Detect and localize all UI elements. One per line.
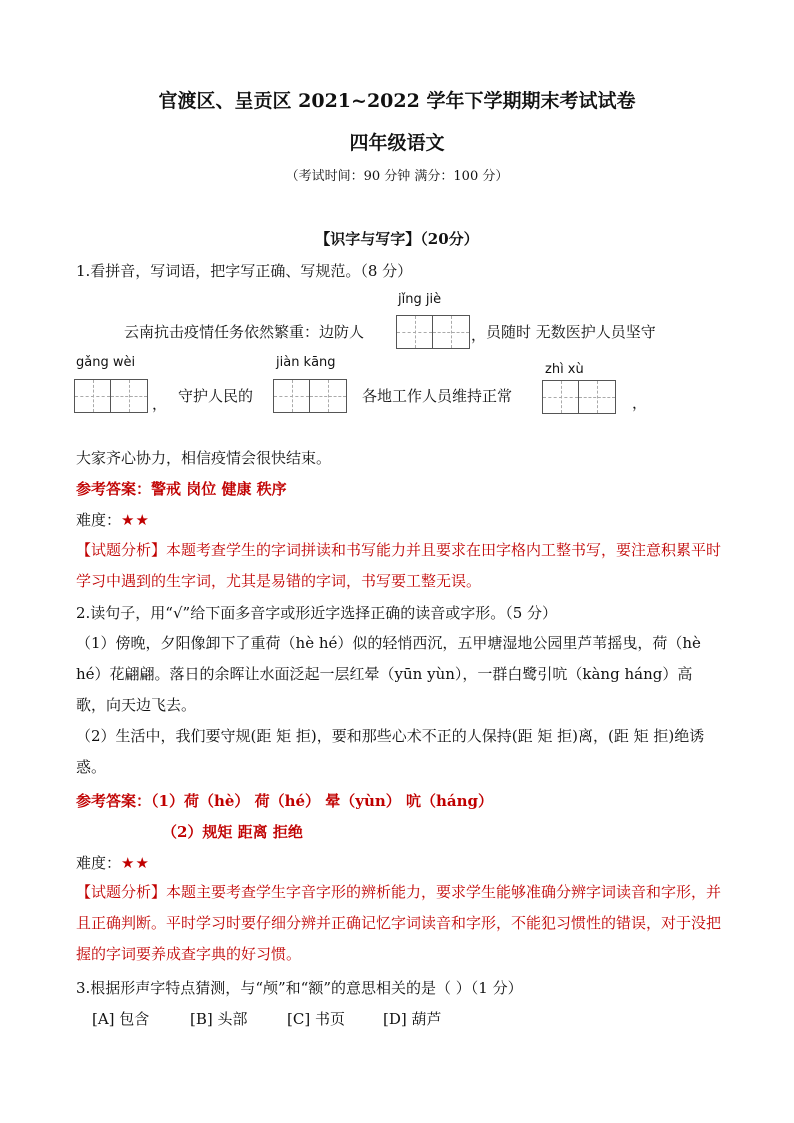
- q3-prompt: 3.根据形声字特点猜测，与“颅”和“额”的意思相关的是（ ）（1 分）: [76, 979, 523, 997]
- tianzige-cell[interactable]: [543, 381, 579, 413]
- q2-sentence-2: （2）生活中，我们要守规(距 矩 拒)，要和那些心术不正的人保持(距 矩 拒)离，(距 矩 拒)绝诱惑。: [76, 727, 705, 776]
- difficulty-stars-icon: ★★: [121, 511, 150, 529]
- q1-writing-box-2[interactable]: [74, 379, 148, 413]
- tianzige-cell[interactable]: [274, 380, 310, 412]
- q1-line3-text: 大家齐心协力，相信疫情会很快结束。: [76, 449, 332, 467]
- q1-comma-1: ，: [471, 326, 487, 344]
- q3-option-c[interactable]: [C] 书页: [287, 1010, 345, 1028]
- q1-line2-after: 各地工作人员维持正常: [362, 387, 513, 405]
- q1-writing-box-4[interactable]: [542, 380, 616, 414]
- difficulty-stars-icon: ★★: [121, 854, 150, 872]
- q1-pinyin-3: jiàn kāng: [276, 355, 336, 370]
- q2-sentence-1: （1）傍晚，夕阳像卸下了重荷（hè hé）似的轻悄西沉，五甲塘湿地公园里芦苇摇曳，荷（hè hé）花翩翩。落日的余晖让水面泛起一层红晕（yūn yùn），一群白鹭引吭（kàng háng）高歌，向天边飞去。: [76, 634, 701, 714]
- tianzige-cell[interactable]: [310, 380, 346, 412]
- q2-answer-2: （2）规矩 距离 拒绝: [162, 823, 303, 841]
- tianzige-cell[interactable]: [75, 380, 111, 412]
- q2-answer-1: 参考答案：（1）荷（hè） 荷（hé） 晕（yùn） 吭（háng）: [76, 792, 494, 810]
- q1-pinyin-2: gǎng wèi: [76, 355, 136, 370]
- exam-info: （考试时间：90 分钟 满分：100 分）: [285, 169, 509, 184]
- difficulty-label: 难度：: [76, 511, 122, 529]
- q1-writing-box-1[interactable]: [396, 315, 470, 349]
- q1-prompt: 1.看拼音，写词语，把字写正确、写规范。（8 分）: [76, 262, 413, 280]
- exam-subtitle: 四年级语文: [349, 132, 445, 154]
- q2-prompt: 2.读句子，用“√”给下面多音字或形近字选择正确的读音或字形。（5 分）: [76, 604, 558, 622]
- q1-writing-box-3[interactable]: [273, 379, 347, 413]
- q1-line1-after: 员随时 无数医护人员坚守: [486, 323, 656, 341]
- q1-pinyin-4: zhì xù: [545, 362, 584, 377]
- q1-line1-text: 云南抗击疫情任务依然繁重：边防人: [124, 323, 365, 341]
- q1-comma-3: ，: [632, 394, 648, 412]
- tianzige-cell[interactable]: [111, 380, 147, 412]
- q1-analysis: 【试题分析】本题考查学生的字词拼读和书写能力并且要求在田字格内工整书写，要注意积累平时学习中遇到的生字词，尤其是易错的字词，书写要工整无误。: [76, 541, 722, 590]
- tianzige-cell[interactable]: [433, 316, 469, 348]
- q1-answer: 参考答案：警戒 岗位 健康 秩序: [76, 480, 287, 498]
- q1-difficulty: [76, 509, 150, 530]
- exam-title: 官渡区、呈贡区 2021~2022 学年下学期期末考试试卷: [158, 90, 636, 112]
- tianzige-cell[interactable]: [397, 316, 433, 348]
- section-heading: 【识字与写字】（20分）: [315, 230, 479, 248]
- tianzige-cell[interactable]: [579, 381, 615, 413]
- q3-option-b[interactable]: [B] 头部: [190, 1010, 248, 1028]
- q1-pinyin-1: jǐng jiè: [398, 292, 442, 307]
- q2-difficulty: [76, 852, 150, 873]
- q3-option-d[interactable]: [D] 葫芦: [383, 1010, 442, 1028]
- difficulty-label: 难度：: [76, 854, 122, 872]
- q1-line2-mid: 守护人民的: [178, 387, 254, 405]
- q1-comma-2: ，: [152, 395, 168, 413]
- q3-option-a[interactable]: [A] 包含: [92, 1010, 150, 1028]
- q2-analysis: 【试题分析】本题主要考查学生字音字形的辨析能力，要求学生能够准确分辨字词读音和字形，并且正确判断。平时学习时要仔细分辨并正确记忆字词读音和字形，不能犯习惯性的错误，对于没把握的字词要养成查字典的好习惯。: [76, 883, 722, 963]
